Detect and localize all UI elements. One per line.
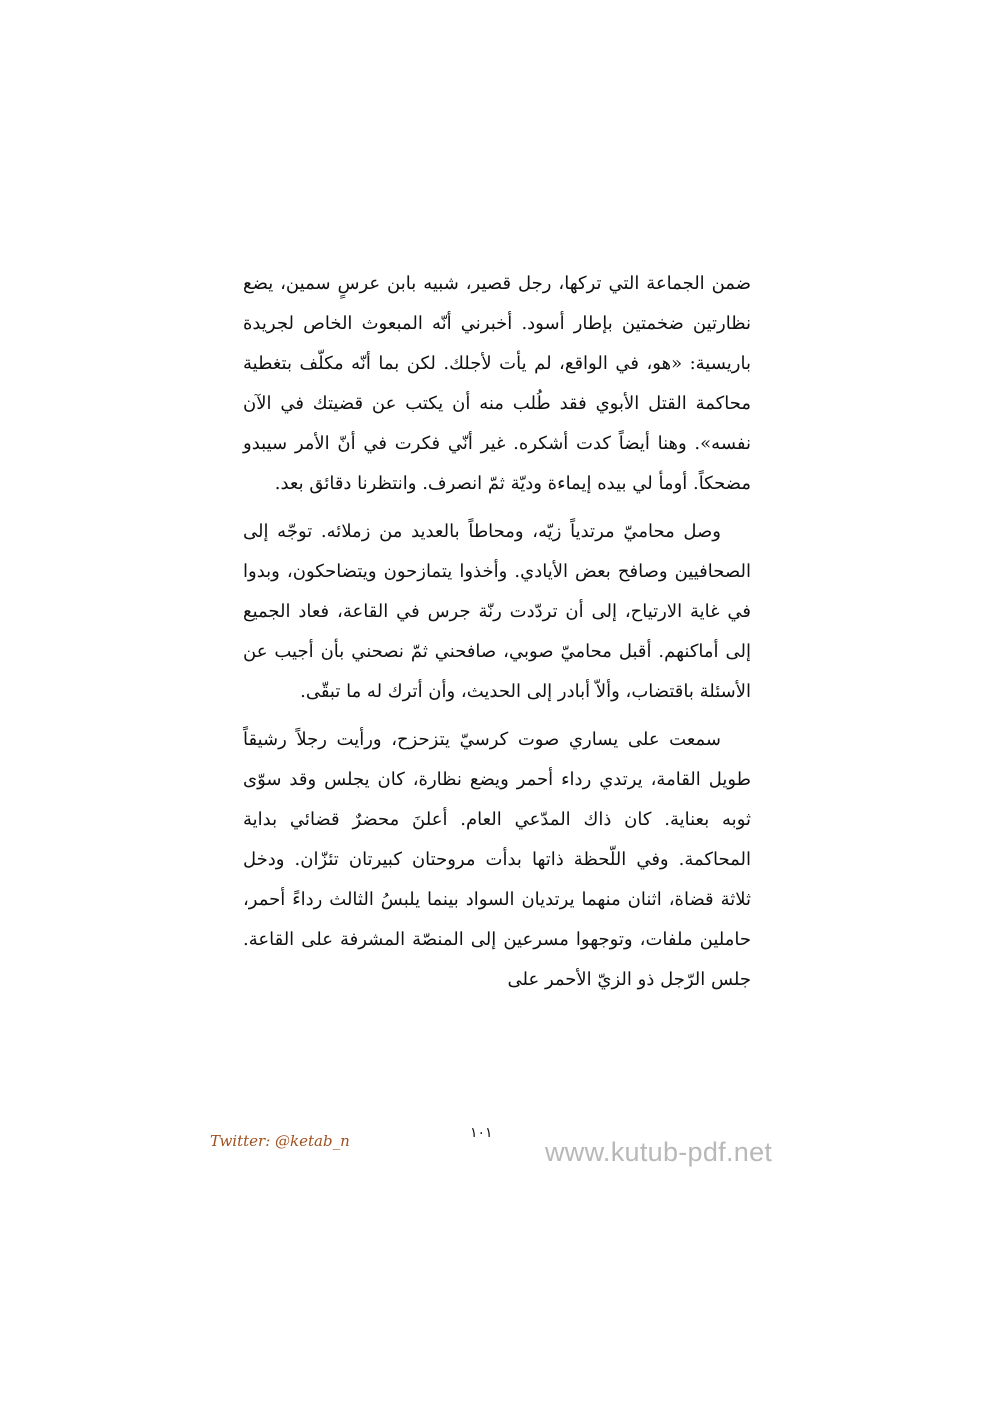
page-number: ١٠١	[470, 1125, 493, 1141]
body-text	[243, 264, 751, 1000]
twitter-handle: Twitter: @ketab_n	[210, 1132, 350, 1150]
website-watermark: www.kutub-pdf.net	[545, 1137, 773, 1167]
paragraph-2: وصل محاميّ مرتدياً زيّه، ومحاطاً بالعديد من زملائه. توجّه إلى الصحافيين وصافح بعض الأيادي. وأخذوا يتمازحون ويتضاحكون، وبدوا في غاية الارتياح، إلى أن تردّدت رنّة جرس في القاعة، فعاد الجميع إلى أماكنهم. أقبل محاميّ صوبي، صافحني ثمّ نصحني بأن أجيب عن الأسئلة باقتضاب، وألاّ أبادر إلى الحديث، وأن أترك له ما تبقّى.	[243, 521, 751, 702]
paragraph-3: سمعت على يساري صوت كرسيّ يتزحزح، ورأيت رجلاً رشيقاً طويل القامة، يرتدي رداء أحمر ويضع نظارة، كان يجلس وقد سوّى ثوبه بعناية. كان ذاك المدّعي العام. أعلنَ محضرٌ قضائي بداية المحاكمة. وفي اللّحظة ذاتها بدأت مروحتان كبيرتان تئزّان. ودخل ثلاثة قضاة، اثنان منهما يرتديان السواد بينما يلبسُ الثالث رداءً أحمر، حاملين ملفات، وتوجهوا مسرعين إلى المنصّة المشرفة على القاعة. جلس الرّجل ذو الزيّ الأحمر على	[243, 729, 751, 990]
paragraph-1: ضمن الجماعة التي تركها، رجل قصير، شبيه بابن عرسٍ سمين، يضع نظارتين ضخمتين بإطار أسود. أخبرني أنّه المبعوث الخاص لجريدة باريسية: «هو، في الواقع، لم يأت لأجلك. لكن بما أنّه مكلّف بتغطية محاكمة القتل الأبوي فقد طُلب منه أن يكتب عن قضيتك في الآن نفسه». وهنا أيضاً كدت أشكره. غير أنّي فكرت في أنّ الأمر سيبدو مضحكاً. أومأ لي بيده إيماءة وديّة ثمّ انصرف. وانتظرنا دقائق بعد.	[243, 273, 751, 494]
